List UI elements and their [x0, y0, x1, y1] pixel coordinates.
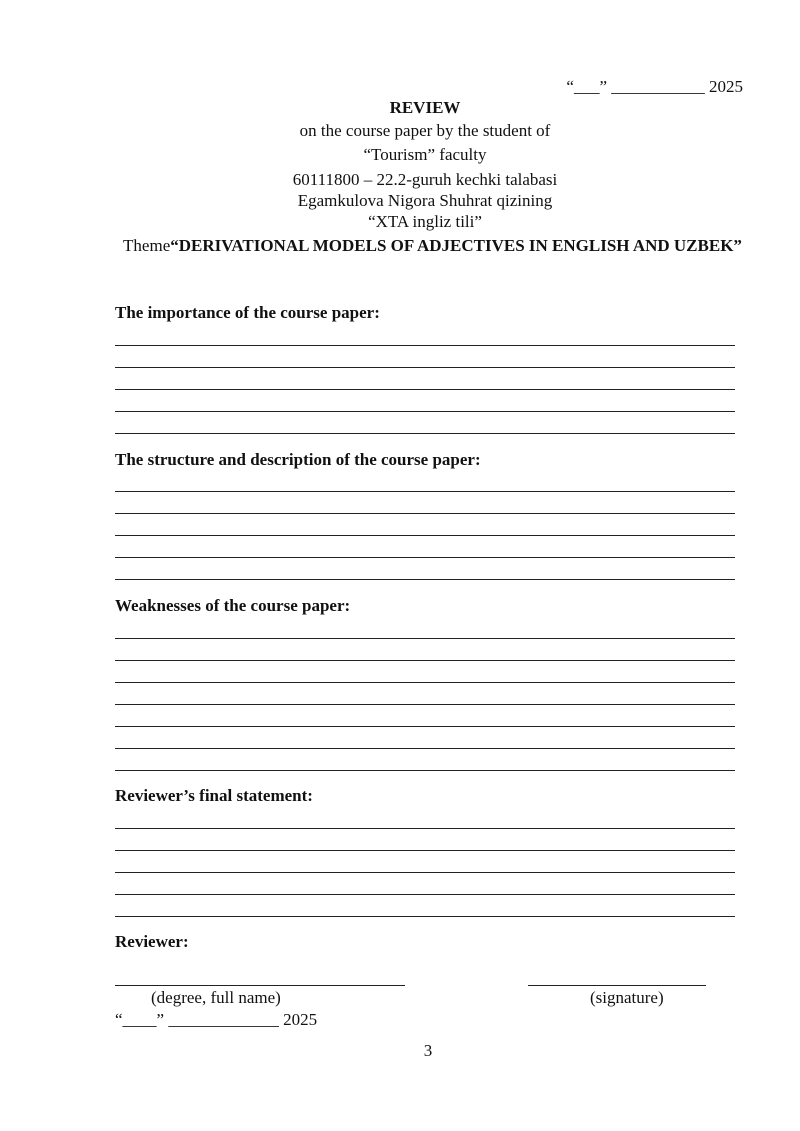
theme-block — [115, 235, 750, 257]
degree-name-line — [115, 985, 405, 986]
fill-line — [115, 411, 735, 412]
fill-line — [115, 704, 735, 705]
fill-line — [115, 770, 735, 771]
fill-line — [115, 367, 735, 368]
fill-line — [115, 491, 735, 492]
section-heading-final-statement: Reviewer’s final statement: — [115, 786, 313, 805]
fill-line — [115, 916, 735, 917]
fill-line — [115, 872, 735, 873]
specialty-line: “XTA ingliz tili” — [368, 212, 482, 231]
section-heading-importance: The importance of the course paper: — [115, 303, 380, 322]
fill-line — [115, 850, 735, 851]
fill-line — [115, 433, 735, 434]
fill-line — [115, 513, 735, 514]
page-number: 3 — [423, 1041, 433, 1060]
fill-line — [115, 389, 735, 390]
fill-line — [115, 748, 735, 749]
theme-title: “DERIVATIONAL MODELS OF ADJECTIVES IN ENGLISH AND UZBEK” — [170, 236, 742, 255]
fill-line — [115, 557, 735, 558]
fill-line — [115, 535, 735, 536]
fill-line — [115, 638, 735, 639]
faculty-line: “Tourism” faculty — [363, 145, 487, 164]
degree-name-label: (degree, full name) — [151, 988, 281, 1007]
fill-line — [115, 894, 735, 895]
reviewer-date-line: “____” _____________ 2025 — [115, 1010, 318, 1029]
fill-line — [115, 682, 735, 683]
student-name-line: Egamkulova Nigora Shuhrat qizining — [297, 191, 553, 210]
section-heading-structure: The structure and description of the course paper: — [115, 450, 481, 469]
fill-line — [115, 828, 735, 829]
theme-label: Theme — [123, 236, 171, 255]
fill-line — [115, 345, 735, 346]
date-line-top: “___” ___________ 2025 — [566, 77, 743, 96]
subtitle-line-1: on the course paper by the student of — [299, 121, 551, 140]
document-title: REVIEW — [389, 98, 461, 117]
group-line: 60111800 – 22.2-guruh kechki talabasi — [292, 170, 558, 189]
fill-line — [115, 660, 735, 661]
fill-line — [115, 726, 735, 727]
reviewer-heading: Reviewer: — [115, 932, 189, 951]
signature-label: (signature) — [590, 988, 664, 1007]
section-heading-weaknesses: Weaknesses of the course paper: — [115, 596, 351, 615]
signature-line — [528, 985, 706, 986]
fill-line — [115, 579, 735, 580]
